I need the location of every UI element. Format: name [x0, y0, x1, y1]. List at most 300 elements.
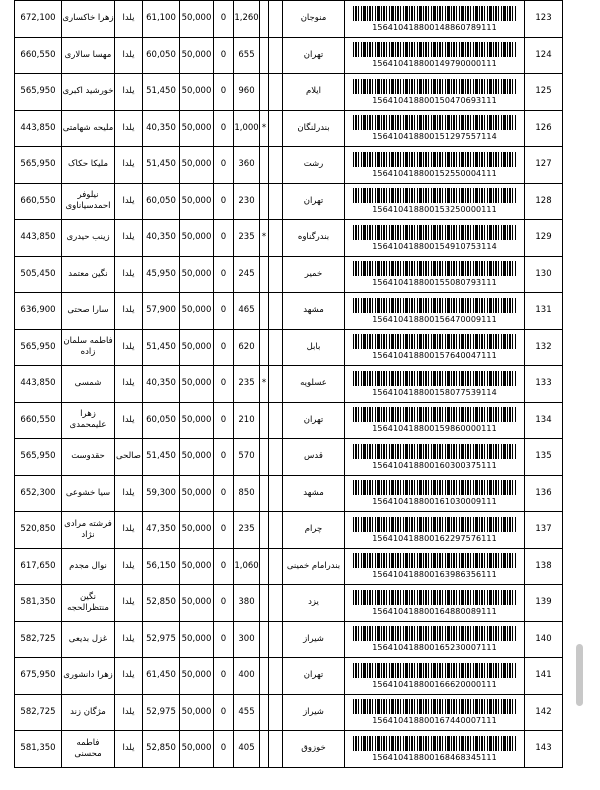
amount-cell: 60,050 — [143, 402, 180, 439]
fee-cell: 50,000 — [180, 658, 214, 695]
barcode-icon — [353, 480, 517, 495]
name-cell: سارا صحتی — [62, 293, 115, 330]
zero-cell: 0 — [214, 402, 234, 439]
empty-cell — [269, 402, 283, 439]
total-cell: 582,725 — [15, 621, 62, 658]
barcode-cell — [345, 366, 525, 403]
barcode-number: 156410418800154910753114 — [372, 241, 497, 251]
zero-cell: 0 — [214, 512, 234, 549]
total-cell: 443,850 — [15, 110, 62, 147]
type-cell: یلدا — [115, 256, 143, 293]
total-cell: 582,725 — [15, 694, 62, 731]
barcode-icon — [353, 334, 517, 349]
barcode-cell — [345, 329, 525, 366]
mark-cell — [260, 512, 269, 549]
amount-cell: 40,350 — [143, 366, 180, 403]
fee-cell: 50,000 — [180, 183, 214, 220]
amount-cell: 45,950 — [143, 256, 180, 293]
barcode-icon — [353, 626, 517, 641]
barcode-number: 156410418800161030009111 — [372, 497, 497, 507]
barcode-icon — [353, 444, 517, 459]
city-cell: خمیر — [283, 256, 345, 293]
empty-cell — [269, 293, 283, 330]
fee-cell: 50,000 — [180, 110, 214, 147]
row-number-cell: 130 — [525, 256, 563, 293]
barcode-icon — [353, 261, 517, 276]
type-cell: یلدا — [115, 731, 143, 768]
fee-cell: 50,000 — [180, 439, 214, 476]
empty-cell — [269, 37, 283, 74]
table-row — [15, 110, 563, 147]
city-cell: تهران — [283, 37, 345, 74]
row-number-cell: 138 — [525, 548, 563, 585]
row-number-cell: 131 — [525, 293, 563, 330]
table-row — [15, 256, 563, 293]
total-cell: 652,300 — [15, 475, 62, 512]
table-body — [15, 1, 563, 768]
mark-cell — [260, 731, 269, 768]
name-cell: فرشته مرادی نژاد — [62, 512, 115, 549]
document-sheet — [14, 0, 562, 768]
zero-cell: 0 — [214, 475, 234, 512]
barcode-icon — [353, 736, 517, 751]
barcode-icon — [353, 225, 517, 240]
empty-cell — [269, 147, 283, 184]
amount-cell: 52,850 — [143, 585, 180, 622]
shipment-table — [14, 0, 563, 768]
empty-cell — [269, 183, 283, 220]
name-cell: نوال مجدم — [62, 548, 115, 585]
barcode-number: 156410418800151297557114 — [372, 132, 497, 142]
mark-cell: * — [260, 220, 269, 257]
weight-cell: 360 — [234, 147, 260, 184]
city-cell: چرام — [283, 512, 345, 549]
total-cell: 565,950 — [15, 147, 62, 184]
weight-cell: 1,260 — [234, 1, 260, 38]
zero-cell: 0 — [214, 585, 234, 622]
amount-cell: 59,300 — [143, 475, 180, 512]
fee-cell: 50,000 — [180, 329, 214, 366]
name-cell: زهرا علیمحمدی — [62, 402, 115, 439]
table-row — [15, 366, 563, 403]
row-number-cell: 143 — [525, 731, 563, 768]
amount-cell: 40,350 — [143, 220, 180, 257]
type-cell: یلدا — [115, 74, 143, 111]
empty-cell — [269, 1, 283, 38]
weight-cell: 300 — [234, 621, 260, 658]
empty-cell — [269, 439, 283, 476]
empty-cell — [269, 366, 283, 403]
amount-cell: 60,050 — [143, 37, 180, 74]
table-row — [15, 694, 563, 731]
table-row — [15, 329, 563, 366]
zero-cell: 0 — [214, 37, 234, 74]
mark-cell — [260, 548, 269, 585]
amount-cell: 47,350 — [143, 512, 180, 549]
city-cell: بندرگناوه — [283, 220, 345, 257]
barcode-cell — [345, 37, 525, 74]
empty-cell — [269, 694, 283, 731]
barcode-number: 156410418800162297576111 — [372, 533, 497, 543]
type-cell: یلدا — [115, 220, 143, 257]
weight-cell: 570 — [234, 439, 260, 476]
name-cell: نگین معتمد — [62, 256, 115, 293]
row-number-cell: 125 — [525, 74, 563, 111]
type-cell: یلدا — [115, 658, 143, 695]
zero-cell: 0 — [214, 183, 234, 220]
name-cell: ملیحه شهامتی — [62, 110, 115, 147]
weight-cell: 1,000 — [234, 110, 260, 147]
table-row — [15, 548, 563, 585]
table-row — [15, 1, 563, 38]
total-cell: 581,350 — [15, 731, 62, 768]
type-cell: یلدا — [115, 293, 143, 330]
table-row — [15, 293, 563, 330]
city-cell: بندرلنگان — [283, 110, 345, 147]
amount-cell: 61,100 — [143, 1, 180, 38]
fee-cell: 50,000 — [180, 731, 214, 768]
barcode-cell — [345, 694, 525, 731]
mark-cell — [260, 585, 269, 622]
city-cell: مشهد — [283, 293, 345, 330]
total-cell: 660,550 — [15, 183, 62, 220]
amount-cell: 52,975 — [143, 621, 180, 658]
empty-cell — [269, 548, 283, 585]
barcode-number: 156410418800167440007111 — [372, 716, 497, 726]
empty-cell — [269, 220, 283, 257]
barcode-cell — [345, 256, 525, 293]
barcode-icon — [353, 407, 517, 422]
name-cell: فاطمه محسنی — [62, 731, 115, 768]
row-number-cell: 135 — [525, 439, 563, 476]
table-row — [15, 475, 563, 512]
zero-cell: 0 — [214, 548, 234, 585]
barcode-number: 156410418800156470009111 — [372, 314, 497, 324]
city-cell: تهران — [283, 658, 345, 695]
amount-cell: 56,150 — [143, 548, 180, 585]
barcode-icon — [353, 590, 517, 605]
city-cell: خوزوق — [283, 731, 345, 768]
total-cell: 443,850 — [15, 220, 62, 257]
barcode-number: 156410418800148860789111 — [372, 22, 497, 32]
name-cell: زهرا دانشوری — [62, 658, 115, 695]
type-cell: یلدا — [115, 329, 143, 366]
weight-cell: 245 — [234, 256, 260, 293]
total-cell: 565,950 — [15, 329, 62, 366]
row-number-cell: 141 — [525, 658, 563, 695]
type-cell: یلدا — [115, 694, 143, 731]
empty-cell — [269, 74, 283, 111]
name-cell: حقدوست — [62, 439, 115, 476]
mark-cell: * — [260, 110, 269, 147]
city-cell: تهران — [283, 402, 345, 439]
barcode-number: 156410418800159860000111 — [372, 424, 497, 434]
city-cell: منوجان — [283, 1, 345, 38]
barcode-cell — [345, 1, 525, 38]
city-cell: بندرامام خمینی — [283, 548, 345, 585]
fee-cell: 50,000 — [180, 366, 214, 403]
barcode-icon — [353, 298, 517, 313]
zero-cell: 0 — [214, 256, 234, 293]
barcode-icon — [353, 699, 517, 714]
type-cell: یلدا — [115, 37, 143, 74]
barcode-icon — [353, 188, 517, 203]
total-cell: 636,900 — [15, 293, 62, 330]
scrollbar-thumb[interactable] — [576, 644, 583, 706]
barcode-number: 156410418800153250000111 — [372, 205, 497, 215]
row-number-cell: 136 — [525, 475, 563, 512]
fee-cell: 50,000 — [180, 512, 214, 549]
fee-cell: 50,000 — [180, 548, 214, 585]
name-cell: شمسی — [62, 366, 115, 403]
table-row — [15, 147, 563, 184]
zero-cell: 0 — [214, 366, 234, 403]
name-cell: نیلوفر احمدسیاناوی — [62, 183, 115, 220]
amount-cell: 57,900 — [143, 293, 180, 330]
name-cell: غزل بدیعی — [62, 621, 115, 658]
weight-cell: 380 — [234, 585, 260, 622]
weight-cell: 850 — [234, 475, 260, 512]
table-row — [15, 731, 563, 768]
mark-cell — [260, 694, 269, 731]
name-cell: سیا خشوعی — [62, 475, 115, 512]
type-cell: یلدا — [115, 1, 143, 38]
barcode-cell — [345, 731, 525, 768]
barcode-cell — [345, 110, 525, 147]
city-cell: شیراز — [283, 621, 345, 658]
empty-cell — [269, 329, 283, 366]
barcode-number: 156410418800155080793111 — [372, 278, 497, 288]
type-cell: یلدا — [115, 402, 143, 439]
row-number-cell: 139 — [525, 585, 563, 622]
empty-cell — [269, 256, 283, 293]
mark-cell — [260, 621, 269, 658]
empty-cell — [269, 512, 283, 549]
empty-cell — [269, 475, 283, 512]
row-number-cell: 134 — [525, 402, 563, 439]
name-cell: مژگان زند — [62, 694, 115, 731]
city-cell: رشت — [283, 147, 345, 184]
barcode-number: 156410418800166620000111 — [372, 679, 497, 689]
row-number-cell: 123 — [525, 1, 563, 38]
weight-cell: 465 — [234, 293, 260, 330]
table-row — [15, 512, 563, 549]
mark-cell — [260, 37, 269, 74]
amount-cell: 52,975 — [143, 694, 180, 731]
row-number-cell: 124 — [525, 37, 563, 74]
row-number-cell: 127 — [525, 147, 563, 184]
weight-cell: 235 — [234, 512, 260, 549]
zero-cell: 0 — [214, 329, 234, 366]
table-row — [15, 585, 563, 622]
name-cell: ملیکا حکاک — [62, 147, 115, 184]
zero-cell: 0 — [214, 694, 234, 731]
city-cell: یزد — [283, 585, 345, 622]
type-cell: یلدا — [115, 585, 143, 622]
amount-cell: 40,350 — [143, 110, 180, 147]
mark-cell — [260, 74, 269, 111]
barcode-cell — [345, 439, 525, 476]
type-cell: یلدا — [115, 366, 143, 403]
table-row — [15, 621, 563, 658]
amount-cell: 52,850 — [143, 731, 180, 768]
barcode-icon — [353, 115, 517, 130]
weight-cell: 620 — [234, 329, 260, 366]
row-number-cell: 142 — [525, 694, 563, 731]
amount-cell: 51,450 — [143, 147, 180, 184]
fee-cell: 50,000 — [180, 621, 214, 658]
barcode-number: 156410418800152550004111 — [372, 168, 497, 178]
empty-cell — [269, 658, 283, 695]
barcode-icon — [353, 42, 517, 57]
fee-cell: 50,000 — [180, 256, 214, 293]
type-cell: صالحی — [115, 439, 143, 476]
barcode-icon — [353, 6, 517, 21]
zero-cell: 0 — [214, 621, 234, 658]
mark-cell — [260, 147, 269, 184]
fee-cell: 50,000 — [180, 220, 214, 257]
city-cell: تهران — [283, 183, 345, 220]
barcode-icon — [353, 79, 517, 94]
zero-cell: 0 — [214, 1, 234, 38]
name-cell: زهرا خاکساری — [62, 1, 115, 38]
total-cell: 581,350 — [15, 585, 62, 622]
zero-cell: 0 — [214, 293, 234, 330]
weight-cell: 405 — [234, 731, 260, 768]
city-cell: بابل — [283, 329, 345, 366]
mark-cell — [260, 256, 269, 293]
city-cell: شیراز — [283, 694, 345, 731]
barcode-icon — [353, 553, 517, 568]
city-cell: مشهد — [283, 475, 345, 512]
type-cell: یلدا — [115, 512, 143, 549]
zero-cell: 0 — [214, 220, 234, 257]
barcode-cell — [345, 475, 525, 512]
fee-cell: 50,000 — [180, 585, 214, 622]
mark-cell: * — [260, 366, 269, 403]
weight-cell: 400 — [234, 658, 260, 695]
weight-cell: 960 — [234, 74, 260, 111]
zero-cell: 0 — [214, 147, 234, 184]
mark-cell — [260, 402, 269, 439]
row-number-cell: 137 — [525, 512, 563, 549]
mark-cell — [260, 329, 269, 366]
barcode-cell — [345, 621, 525, 658]
barcode-cell — [345, 658, 525, 695]
total-cell: 675,950 — [15, 658, 62, 695]
type-cell: یلدا — [115, 183, 143, 220]
amount-cell: 61,450 — [143, 658, 180, 695]
total-cell: 520,850 — [15, 512, 62, 549]
amount-cell: 51,450 — [143, 439, 180, 476]
total-cell: 617,650 — [15, 548, 62, 585]
name-cell: مهسا سالاری — [62, 37, 115, 74]
zero-cell: 0 — [214, 658, 234, 695]
fee-cell: 50,000 — [180, 37, 214, 74]
barcode-cell — [345, 147, 525, 184]
weight-cell: 210 — [234, 402, 260, 439]
barcode-icon — [353, 517, 517, 532]
table-row — [15, 183, 563, 220]
barcode-icon — [353, 371, 517, 386]
fee-cell: 50,000 — [180, 1, 214, 38]
total-cell: 672,100 — [15, 1, 62, 38]
name-cell: فاطمه سلمان زاده — [62, 329, 115, 366]
fee-cell: 50,000 — [180, 147, 214, 184]
total-cell: 660,550 — [15, 37, 62, 74]
barcode-number: 156410418800150470693111 — [372, 95, 497, 105]
table-row — [15, 37, 563, 74]
name-cell: خورشید اکبری — [62, 74, 115, 111]
barcode-number: 156410418800160300375111 — [372, 460, 497, 470]
weight-cell: 455 — [234, 694, 260, 731]
total-cell: 565,950 — [15, 74, 62, 111]
empty-cell — [269, 585, 283, 622]
type-cell: یلدا — [115, 621, 143, 658]
mark-cell — [260, 293, 269, 330]
amount-cell: 51,450 — [143, 329, 180, 366]
weight-cell: 230 — [234, 183, 260, 220]
row-number-cell: 126 — [525, 110, 563, 147]
table-row — [15, 220, 563, 257]
empty-cell — [269, 731, 283, 768]
fee-cell: 50,000 — [180, 74, 214, 111]
barcode-cell — [345, 74, 525, 111]
type-cell: یلدا — [115, 110, 143, 147]
table-row — [15, 439, 563, 476]
mark-cell — [260, 183, 269, 220]
row-number-cell: 129 — [525, 220, 563, 257]
barcode-cell — [345, 402, 525, 439]
weight-cell: 235 — [234, 366, 260, 403]
barcode-cell — [345, 183, 525, 220]
row-number-cell: 132 — [525, 329, 563, 366]
barcode-number: 156410418800157640047111 — [372, 351, 497, 361]
barcode-cell — [345, 220, 525, 257]
table-row — [15, 402, 563, 439]
zero-cell: 0 — [214, 439, 234, 476]
city-cell: قدس — [283, 439, 345, 476]
row-number-cell: 133 — [525, 366, 563, 403]
mark-cell — [260, 658, 269, 695]
barcode-cell — [345, 548, 525, 585]
type-cell: یلدا — [115, 475, 143, 512]
barcode-cell — [345, 512, 525, 549]
barcode-number: 156410418800163986356111 — [372, 570, 497, 580]
barcode-number: 156410418800149790000111 — [372, 59, 497, 69]
fee-cell: 50,000 — [180, 402, 214, 439]
barcode-number: 156410418800165230007111 — [372, 643, 497, 653]
total-cell: 660,550 — [15, 402, 62, 439]
total-cell: 565,950 — [15, 439, 62, 476]
empty-cell — [269, 110, 283, 147]
mark-cell — [260, 475, 269, 512]
name-cell: نگین منتظرالحجه — [62, 585, 115, 622]
total-cell: 505,450 — [15, 256, 62, 293]
city-cell: عسلویه — [283, 366, 345, 403]
name-cell: زینب حیدری — [62, 220, 115, 257]
type-cell: یلدا — [115, 147, 143, 184]
barcode-icon — [353, 663, 517, 678]
barcode-cell — [345, 585, 525, 622]
weight-cell: 1,060 — [234, 548, 260, 585]
barcode-number: 156410418800168468345111 — [372, 752, 497, 762]
amount-cell: 60,050 — [143, 183, 180, 220]
fee-cell: 50,000 — [180, 694, 214, 731]
table-row — [15, 658, 563, 695]
fee-cell: 50,000 — [180, 475, 214, 512]
row-number-cell: 128 — [525, 183, 563, 220]
